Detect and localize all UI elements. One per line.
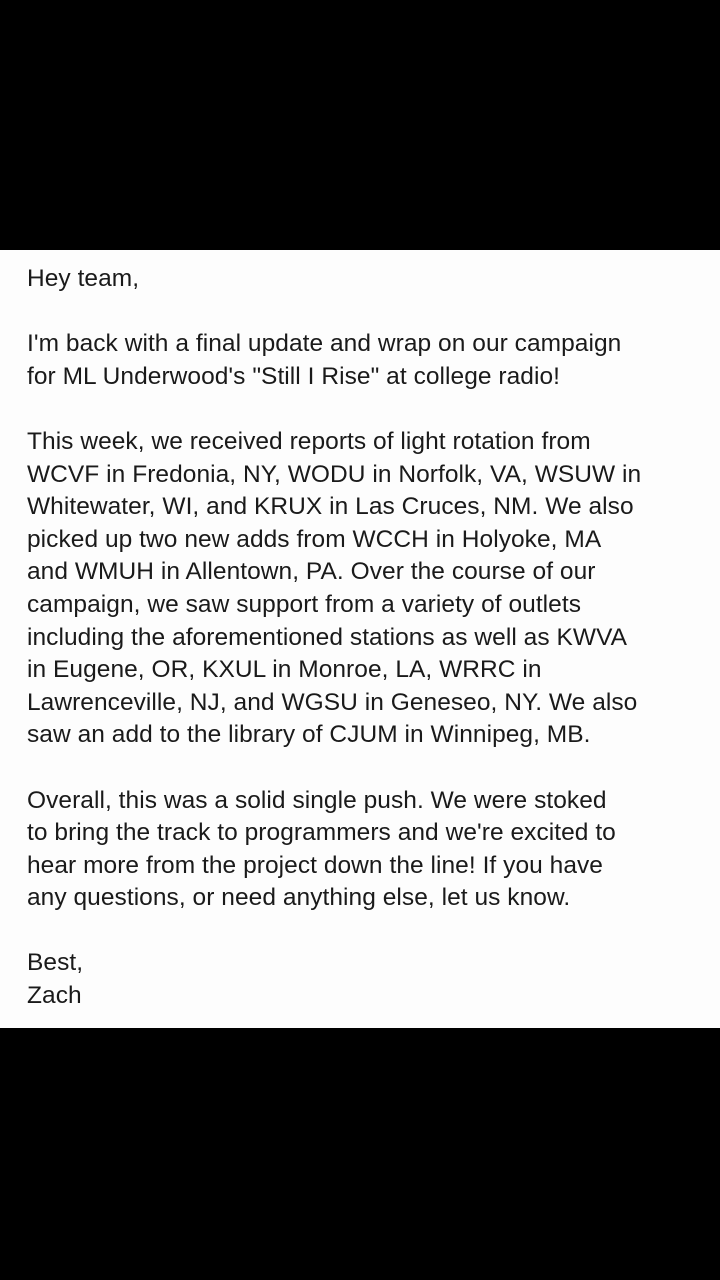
email-signoff: Best, Zach — [27, 949, 84, 1010]
email-greeting: Hey team, — [27, 265, 140, 292]
email-intro-paragraph: I'm back with a final update and wrap on our campaign for ML Underwood's "Still I Rise" at college radio! — [27, 330, 622, 390]
email-body — [0, 250, 720, 1028]
email-closing-paragraph: Overall, this was a solid single push. We were stoked to bring the track to programmers and we're excited to hear more from the project down the line! If you have any questions, or need anything else, let us know. — [27, 786, 616, 912]
email-report-paragraph: This week, we received reports of light rotation from WCVF in Fredonia, NY, WODU in Norfolk, VA, WSUW in Whitewater, WI, and KRUX in Las Cruces, NM. We also picked up two new adds from WCCH in Holyoke, MA and WMUH in Allentown, PA. Over the course of our campaign, we saw support from a variety of outlets including the aforementioned stations as well as KWVA in Eugene, OR, KXUL in Monroe, LA, WRRC in Lawrenceville, NJ, and WGSU in Geneseo, NY. We also saw an add to the library of CJUM in Winnipeg, MB. — [27, 427, 642, 749]
